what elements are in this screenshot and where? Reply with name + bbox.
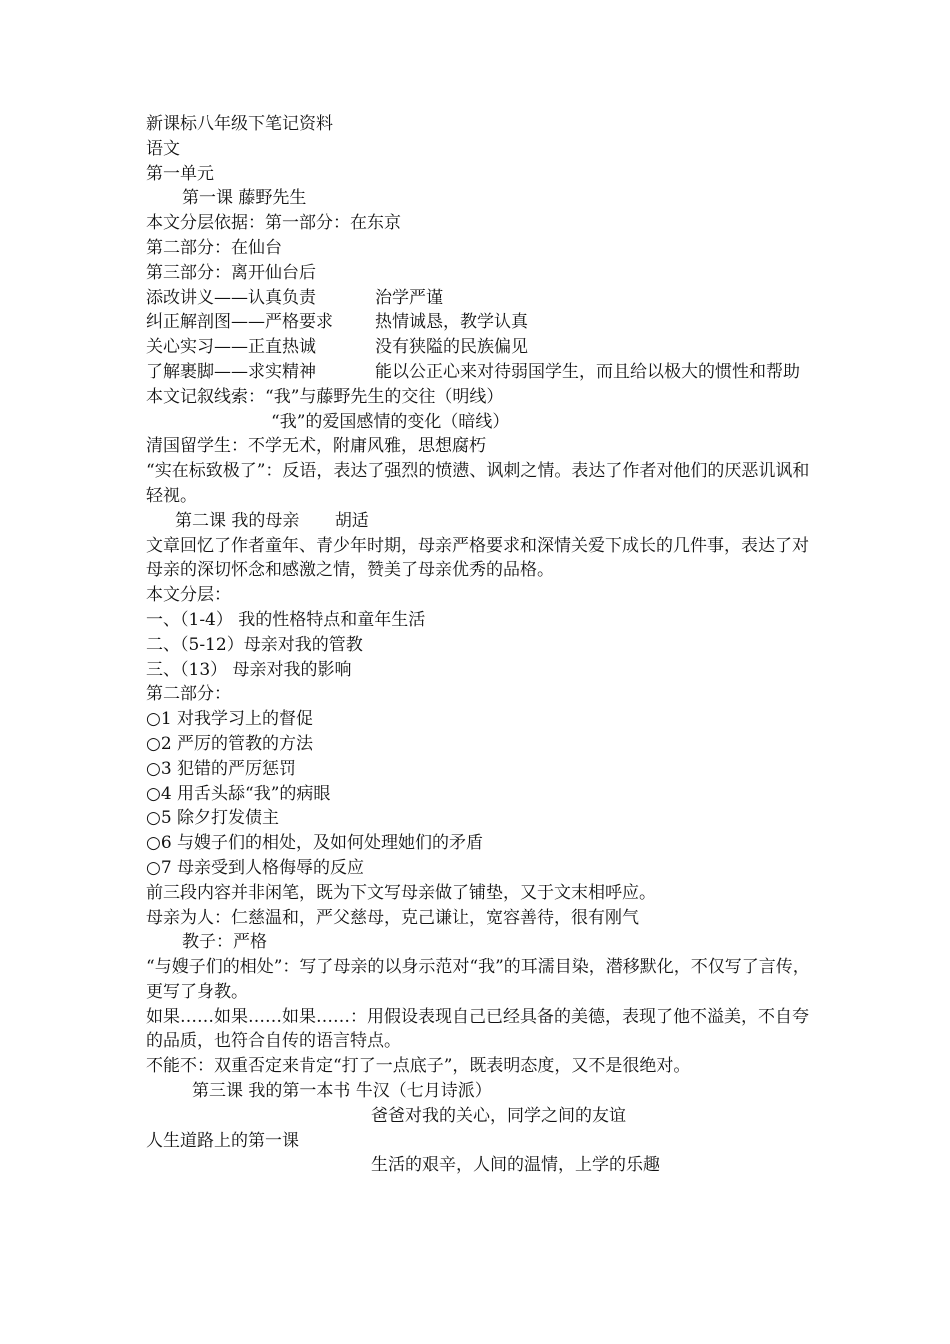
lesson1-row (146, 335, 811, 360)
lesson2-layer: 三、（13） 母亲对我的影响 (146, 659, 352, 680)
lesson2-item: ○3 犯错的严厉惩罚 (146, 758, 297, 779)
lesson2-foreshadow: 前三段内容并非闲笔，既为下文写母亲做了铺垫，又于文末相呼应。 (146, 882, 656, 903)
lesson1-row (146, 360, 811, 385)
lesson2-item: ○6 与嫂子们的相处，及如何处理她们的矛盾 (146, 833, 484, 854)
row-right: 热情诚恳，教学认真 (375, 312, 528, 333)
lesson2-layer: 二、（5-12）母亲对我的管教 (146, 634, 363, 655)
lesson1-row (146, 286, 811, 311)
row-right: 没有狭隘的民族偏见 (375, 337, 528, 358)
row-left: 纠正解剖图——严格要求 (146, 312, 333, 333)
lesson2-author: 胡适 (334, 510, 369, 531)
lesson3-line-a: 爸爸对我的关心，同学之间的友谊 (371, 1105, 626, 1126)
row-left: 关心实习——正直热诚 (146, 337, 316, 358)
lesson2-part2-title: 第二部分： (146, 684, 231, 705)
lesson1-clue-hidden: “我”的爱国感情的变化（暗线） (271, 411, 510, 432)
lesson2-heading (146, 509, 811, 534)
row-right: 治学严谨 (375, 287, 443, 308)
row-left: 了解裹脚——求实精神 (146, 361, 316, 382)
lesson2-title: 第二课 我的母亲 (175, 510, 300, 531)
lesson2-double-negative: 不能不：双重否定来肯定“打了一点底子”，既表明态度，又不是很绝对。 (146, 1056, 691, 1077)
lesson1-clue-main: 本文记叙线索：“我”与藤野先生的交往（明线） (146, 386, 504, 407)
lesson1-irony: “实在标致极了”：反语，表达了强烈的愤懑、讽刺之情。表达了作者对他们的厌恶讥讽和轻视。 (146, 461, 810, 506)
lesson3-center: 人生道路上的第一课 (146, 1130, 299, 1151)
lesson2-getalong: “与嫂子们的相处”：写了母亲的以身示范对“我”的耳濡目染，潜移默化，不仅写了言传，更写了身教。 (146, 957, 810, 1002)
row-right: 能以公正心来对待弱国学生，而且给以极大的惯性和帮助 (375, 361, 800, 382)
row-left: 添改讲义——认真负责 (146, 287, 316, 308)
lesson3-line-b: 生活的艰辛，人间的温情，上学的乐趣 (371, 1155, 660, 1176)
lesson1-part3: 第三部分：离开仙台后 (146, 262, 316, 283)
lesson1-heading: 第一课 藤野先生 (182, 188, 307, 209)
lesson3-heading: 第三课 我的第一本书 牛汉（七月诗派） (192, 1081, 492, 1102)
lesson2-item: ○7 母亲受到人格侮辱的反应 (146, 857, 365, 878)
lesson2-item: ○1 对我学习上的督促 (146, 709, 314, 730)
lesson2-item: ○2 严厉的管教的方法 (146, 733, 314, 754)
lesson2-summary: 文章回忆了作者童年、青少年时期，母亲严格要求和深情关爱下成长的几件事，表达了对母亲的深切怀念和感激之情，赞美了母亲优秀的品格。 (146, 535, 809, 581)
lesson1-students: 清国留学生：不学无术，附庸风雅，思想腐朽 (146, 436, 486, 457)
lesson1-row (146, 310, 811, 335)
lesson2-mother: 母亲为人：仁慈温和，严父慈母，克己谦让，宽容善待，很有刚气 (146, 907, 639, 928)
lesson2-layer: 一、（1-4） 我的性格特点和童年生活 (146, 609, 426, 630)
lesson2-item: ○5 除夕打发债主 (146, 808, 280, 829)
lesson1-layering: 本文分层依据：第一部分：在东京 (146, 213, 401, 234)
unit-label: 第一单元 (146, 163, 214, 184)
subject-label: 语文 (146, 138, 180, 159)
lesson2-layer-title: 本文分层： (146, 585, 231, 606)
document-body (146, 112, 811, 1178)
doc-title: 新课标八年级下笔记资料 (146, 114, 333, 134)
lesson2-item: ○4 用舌头舔“我”的病眼 (146, 783, 331, 804)
lesson2-ifs: 如果……如果……如果……：用假设表现自己已经具备的美德，表现了他不溢美，不自夸的品质，也符合自传的语言特点。 (146, 1006, 809, 1052)
lesson2-teaching: 教子：严格 (182, 932, 267, 953)
lesson1-part2: 第二部分：在仙台 (146, 237, 282, 258)
